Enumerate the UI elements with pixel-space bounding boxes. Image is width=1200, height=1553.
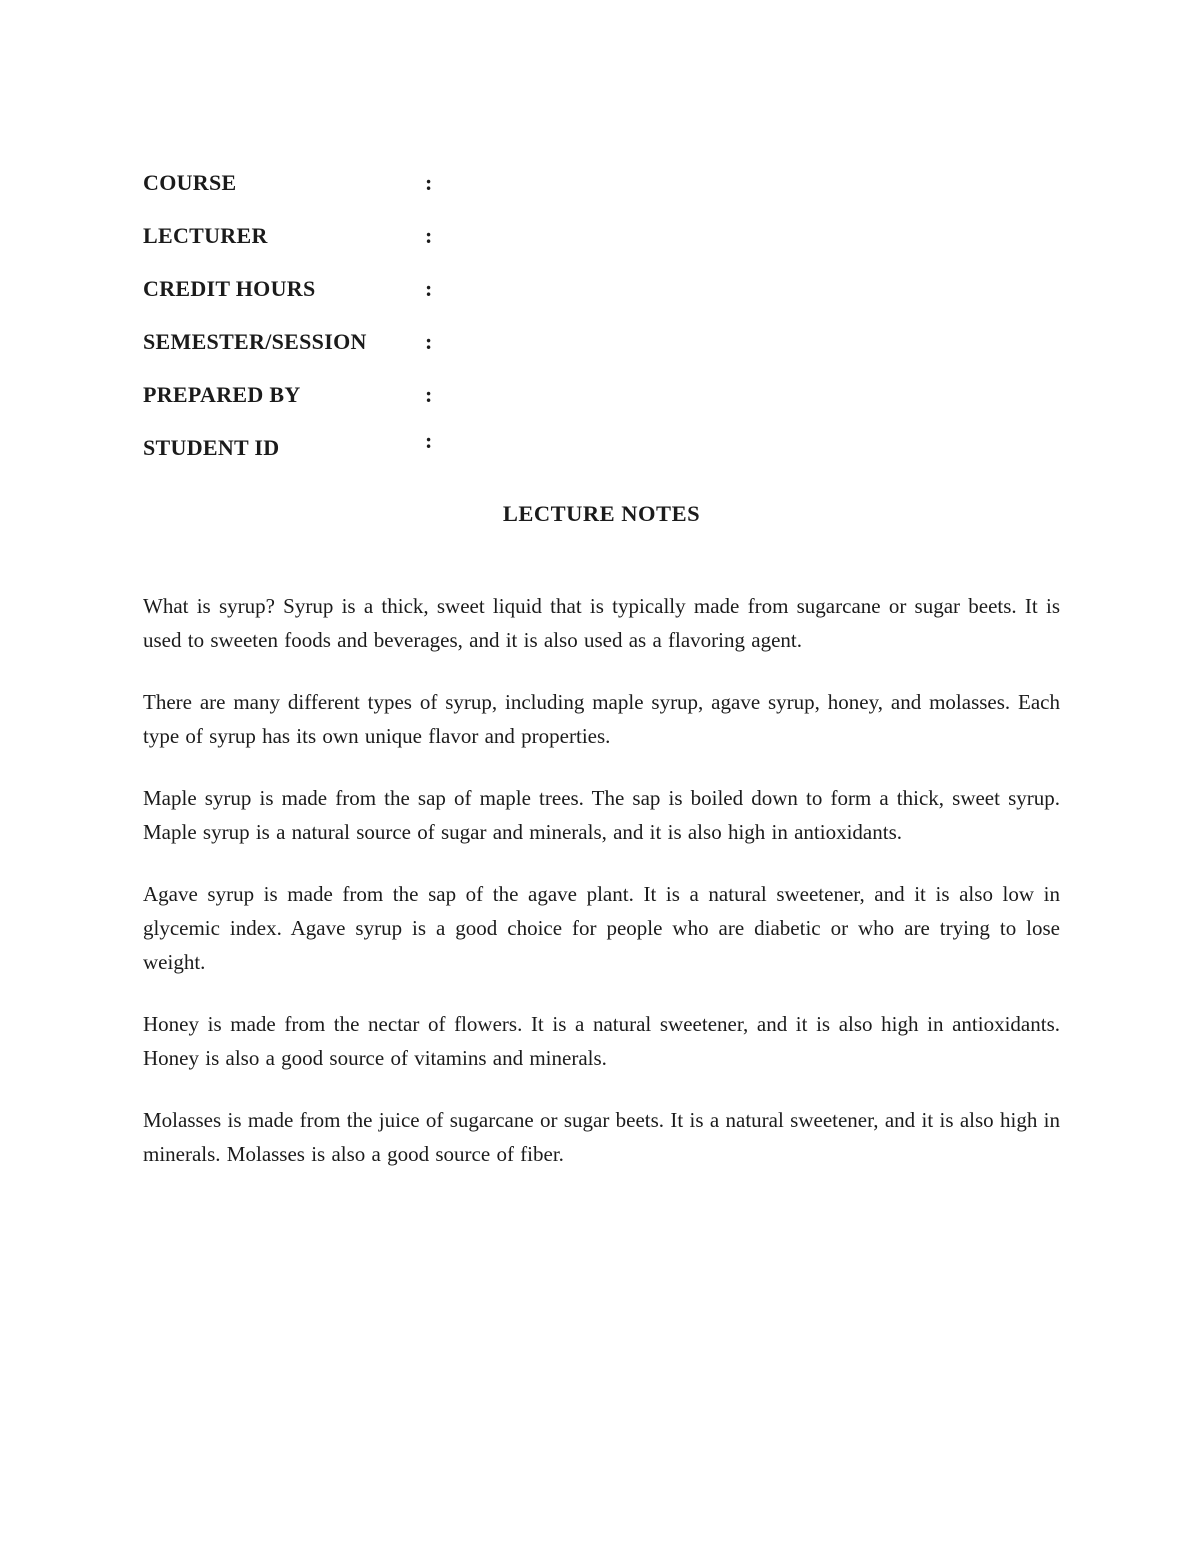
field-colon-student-id: : (425, 428, 433, 453)
field-colon-lecturer: : (425, 223, 433, 248)
paragraph-what-is-syrup: What is syrup? Syrup is a thick, sweet liquid that is typically made from sugarcane or sugar beets. It is used to sweeten foods and beverages, and it is also used as a flavoring agent. (143, 594, 1060, 652)
field-label-credit-hours: CREDIT HOURS (143, 276, 316, 301)
paragraph-molasses: Molasses is made from the juice of sugarcane or sugar beets. It is a natural sweetener, and it is also high in minerals. Molasses is also a good source of fiber. (143, 1108, 1060, 1166)
field-row-prepared-by (143, 382, 1060, 408)
field-label-student-id: STUDENT ID (143, 435, 280, 460)
paragraph-maple-syrup: Maple syrup is made from the sap of maple trees. The sap is boiled down to form a thick, sweet syrup. Maple syrup is a natural source of sugar and minerals, and it is also high in antioxidants. (143, 786, 1060, 844)
field-colon-credit-hours: : (425, 276, 433, 301)
field-colon-course: : (425, 170, 433, 195)
field-row-lecturer (143, 223, 1060, 249)
paragraph-honey: Honey is made from the nectar of flowers. It is a natural sweetener, and it is also high in antioxidants. Honey is also a good source of vitamins and minerals. (143, 1012, 1060, 1070)
field-row-student-id (143, 428, 1060, 461)
paragraph-agave-syrup: Agave syrup is made from the sap of the agave plant. It is a natural sweetener, and it is also low in glycemic index. Agave syrup is a good choice for people who are diabetic or who are trying to lose weight. (143, 882, 1060, 974)
field-row-semester-session (143, 329, 1060, 355)
field-label-semester-session: SEMESTER/SESSION (143, 329, 367, 354)
field-colon-prepared-by: : (425, 382, 433, 407)
field-colon-semester-session: : (425, 329, 433, 354)
field-label-course: COURSE (143, 170, 237, 195)
paragraph-types-of-syrup: There are many different types of syrup, including maple syrup, agave syrup, honey, and molasses. Each type of syrup has its own unique flavor and properties. (143, 690, 1060, 748)
field-row-course (143, 170, 1060, 196)
document-title: LECTURE NOTES (502, 501, 701, 526)
field-label-lecturer: LECTURER (143, 223, 268, 248)
header-fields (143, 170, 1060, 461)
field-row-credit-hours (143, 276, 1060, 302)
field-label-prepared-by: PREPARED BY (143, 382, 301, 407)
